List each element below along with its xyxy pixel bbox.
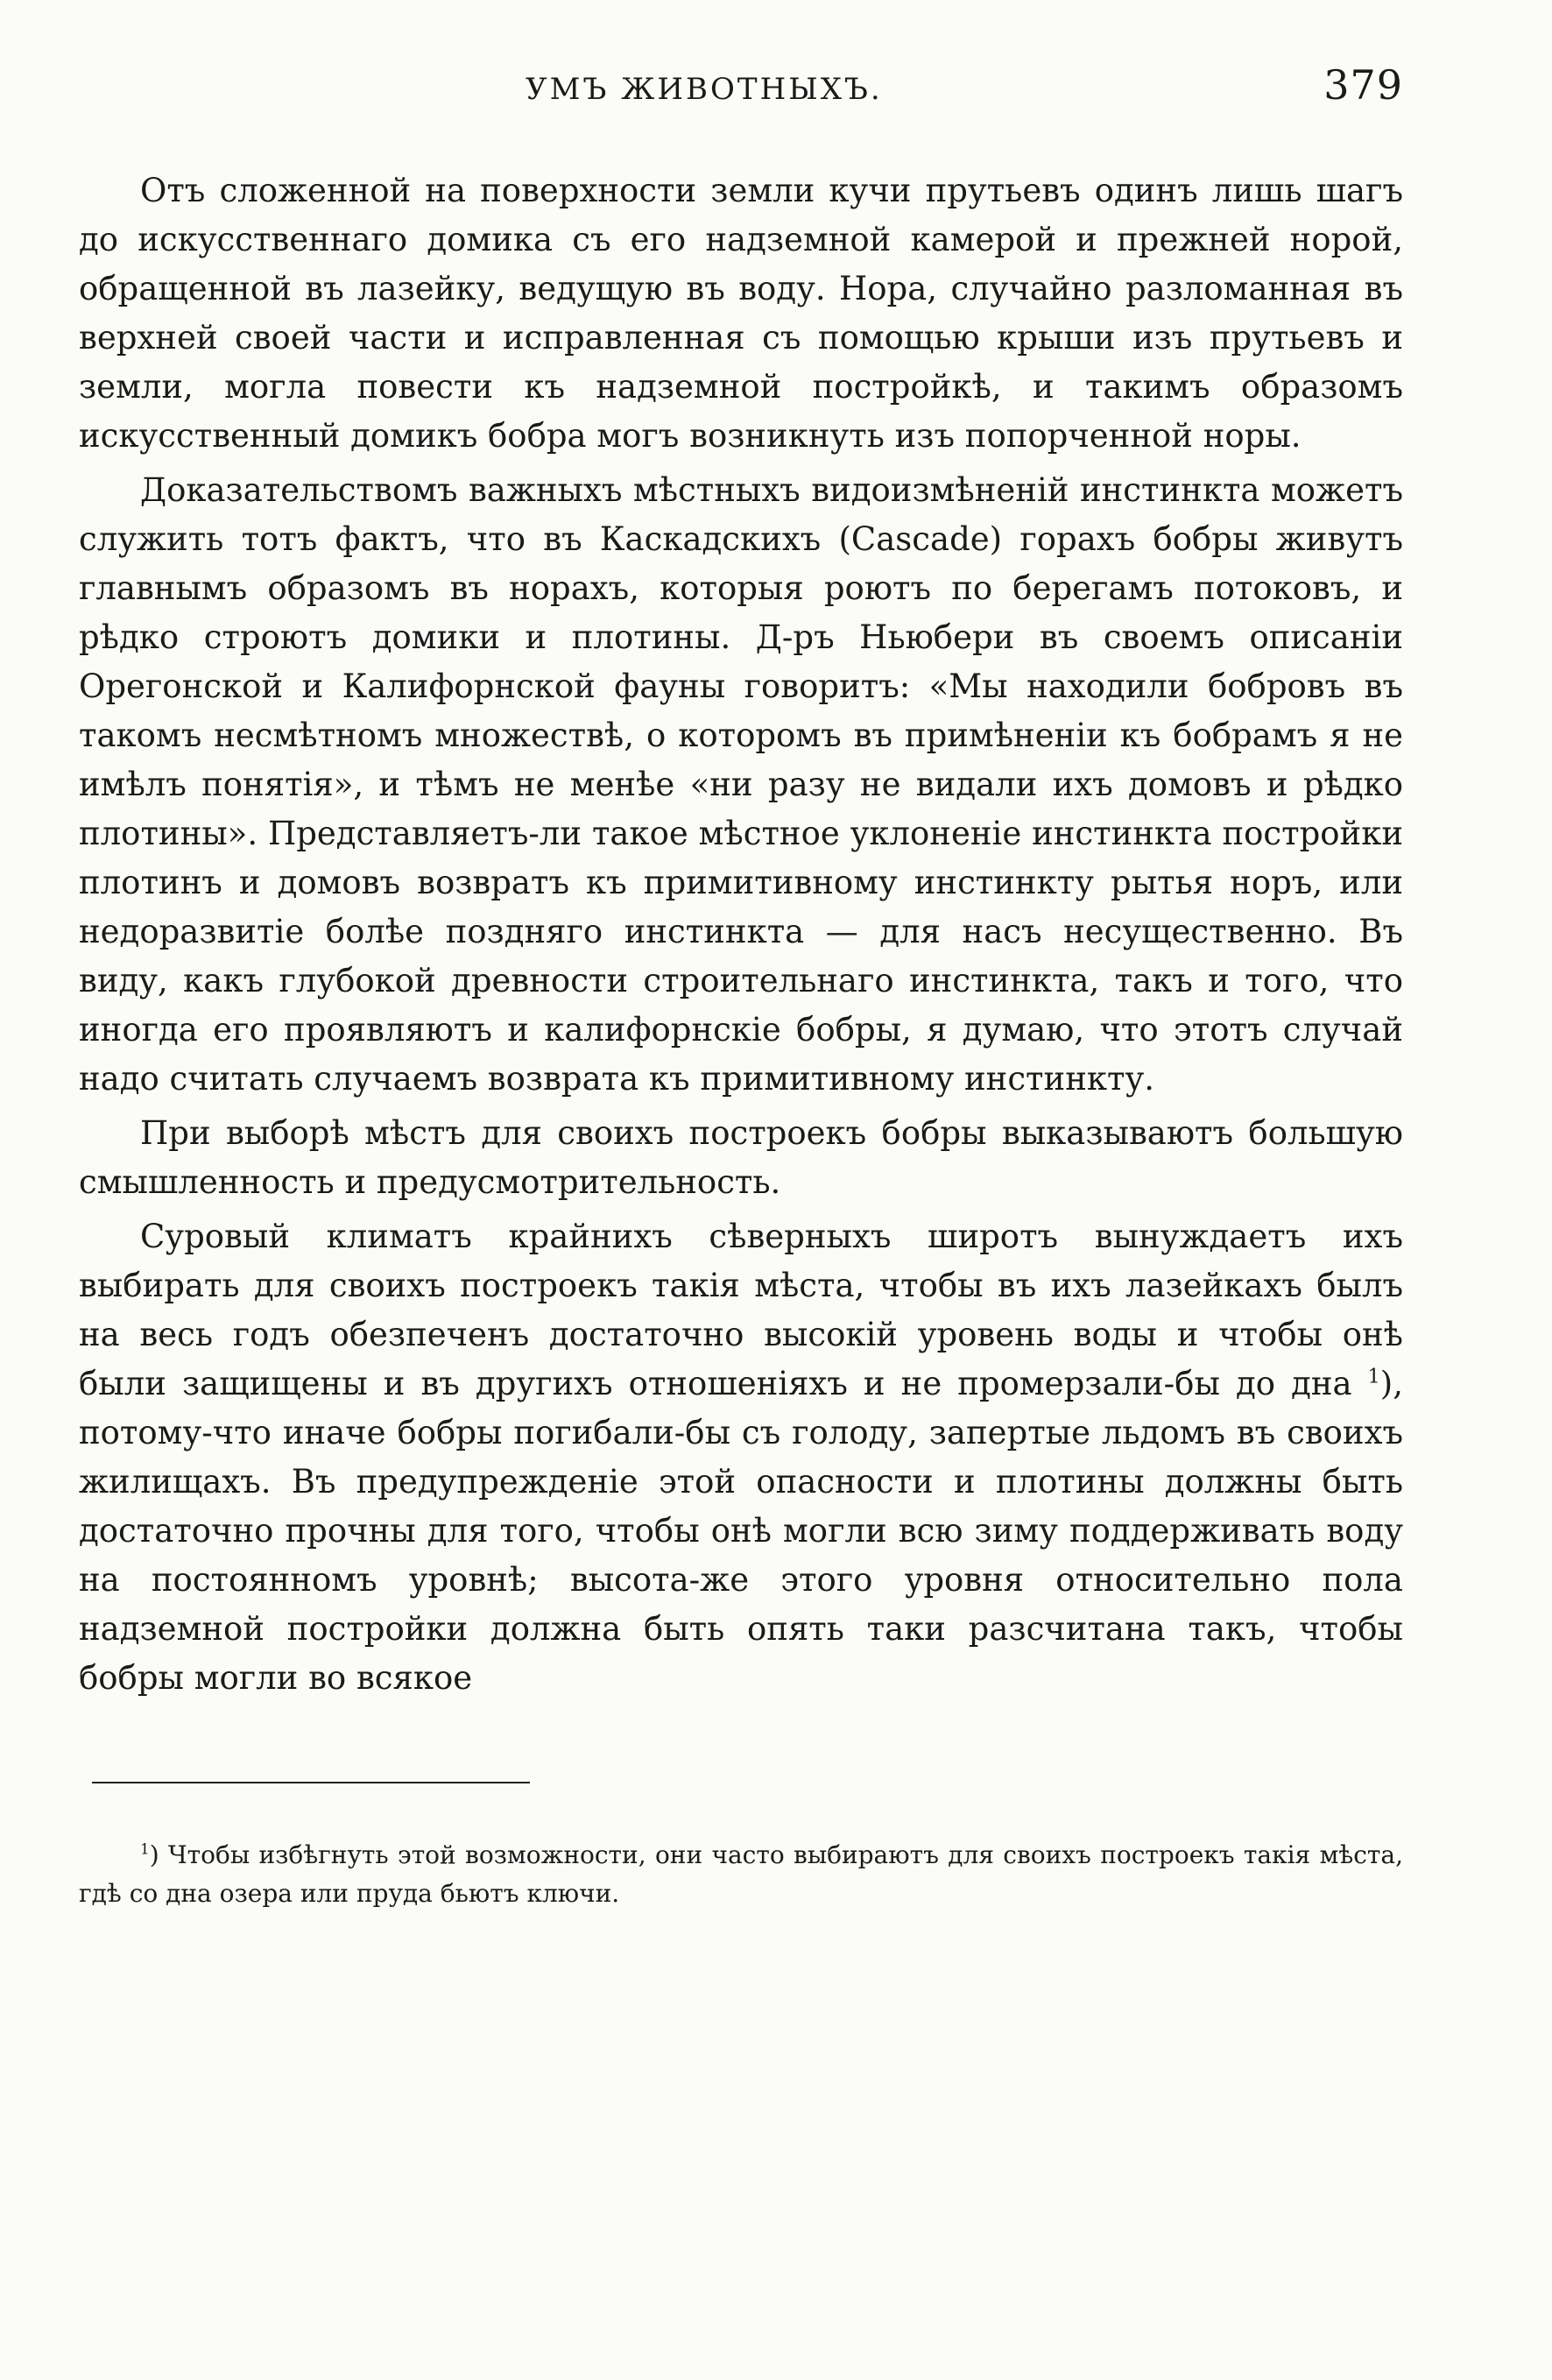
footnote-divider <box>92 1782 530 1783</box>
running-title: УМЪ ЖИВОТНЫХЪ. <box>526 72 883 107</box>
body-text <box>79 166 1403 1703</box>
footnote-text: Чтобы избѣгнуть этой возможности, они часто выбираютъ для своихъ построекъ такія мѣста, гдѣ со дна озера или пруда бьютъ ключи. <box>79 1840 1404 1908</box>
paragraph-3: При выборѣ мѣстъ для своихъ построекъ бобры выказываютъ большую смышленность и предусмотрительность. <box>79 1114 1403 1201</box>
page-header <box>79 61 1403 114</box>
paragraph-1: Отъ сложенной на поверхности земли кучи прутьевъ одинъ лишь шагъ до искусственнаго домика съ его надземной камерой и прежней норой, обращенной въ лазейку, ведущую въ воду. Нора, случайно разломанная въ верхней своей части и исправленная съ помощью крыши изъ прутьевъ и земли, могла повести къ надземной постройкѣ, и такимъ образомъ искусственный домикъ бобра могъ возникнуть изъ попорченной норы. <box>79 172 1403 455</box>
paragraph-2: Доказательствомъ важныхъ мѣстныхъ видоизмѣненій инстинкта можетъ служить тотъ фактъ, что въ Каскадскихъ (Cascade) горахъ бобры живутъ главнымъ образомъ въ норахъ, которыя роютъ по берегамъ потоковъ, и рѣдко строютъ домики и плотины. Д-ръ Ньюбери въ своемъ описаніи Орегонской и Калифорнской фауны говоритъ: «Мы находили бобровъ въ такомъ несмѣтномъ множествѣ, о которомъ въ примѣненіи къ бобрамъ я не имѣлъ понятія», и тѣмъ не менѣе «ни разу не видали ихъ домовъ и рѣдко плотины». Представляетъ-ли такое мѣстное уклоненіе инстинкта постройки плотинъ и домовъ возвратъ къ примитивному инстинкту рытья норъ, или недоразвитіе болѣе поздняго инстинкта — для насъ несущественно. Въ виду, какъ глубокой древности строительнаго инстинкта, такъ и того, что иногда его проявляютъ и калифорнскіе бобры, я думаю, что этотъ случай надо считать случаемъ возврата къ примитивному инстинкту. <box>79 471 1403 1098</box>
paragraph-4-part-1: Суровый климатъ крайнихъ сѣверныхъ широтъ вынуждаетъ ихъ выбирать для своихъ построекъ такія мѣста, чтобы въ ихъ лазейкахъ былъ на весь годъ обезпеченъ достаточно высокій уровень воды и чтобы онѣ были защищены и въ другихъ отношеніяхъ и не промерзали-бы до дна <box>79 1218 1403 1402</box>
footnote-marker: 1 <box>140 1840 150 1858</box>
footnote: $^1$) Чтобы избѣгнуть этой возможности, они часто выбираютъ для своихъ построекъ такія мѣста, гдѣ со дна озера или пруда бьютъ ключи. <box>79 1840 1404 1908</box>
page-number: 379 <box>1323 61 1403 109</box>
footnote-reference: 1 <box>1367 1365 1380 1388</box>
paragraph-4-part-2: потому-что иначе бобры погибали-бы съ голоду, запертые льдомъ въ своихъ жилищахъ. Въ предупрежденіе этой опасности и плотины должны быть достаточно прочны для того, чтобы онѣ могли всю зиму поддерживать воду на постоянномъ уровнѣ; высота-же этого уровня относительно пола надземной постройки должна быть опять таки разсчитана такъ, чтобы бобры могли во всякое <box>79 1414 1403 1697</box>
paragraph-4: Суровый климатъ крайнихъ сѣверныхъ широтъ вынуждаетъ ихъ выбирать для своихъ построекъ такія мѣста, чтобы въ ихъ лазейкахъ былъ на весь годъ обезпеченъ достаточно высокій уровень воды и чтобы онѣ были защищены и въ другихъ отношеніяхъ и не промерзали-бы до дна $^1$), потому-что иначе бобры погибали-бы съ голоду, запертые льдомъ въ своихъ жилищахъ. Въ предупрежденіе этой опасности и плотины должны быть достаточно прочны для того, чтобы онѣ могли всю зиму поддерживать воду на постоянномъ уровнѣ; высота-же этого уровня относительно пола надземной постройки должна быть опять таки разсчитана такъ, чтобы бобры могли во всякое <box>79 1218 1403 1697</box>
